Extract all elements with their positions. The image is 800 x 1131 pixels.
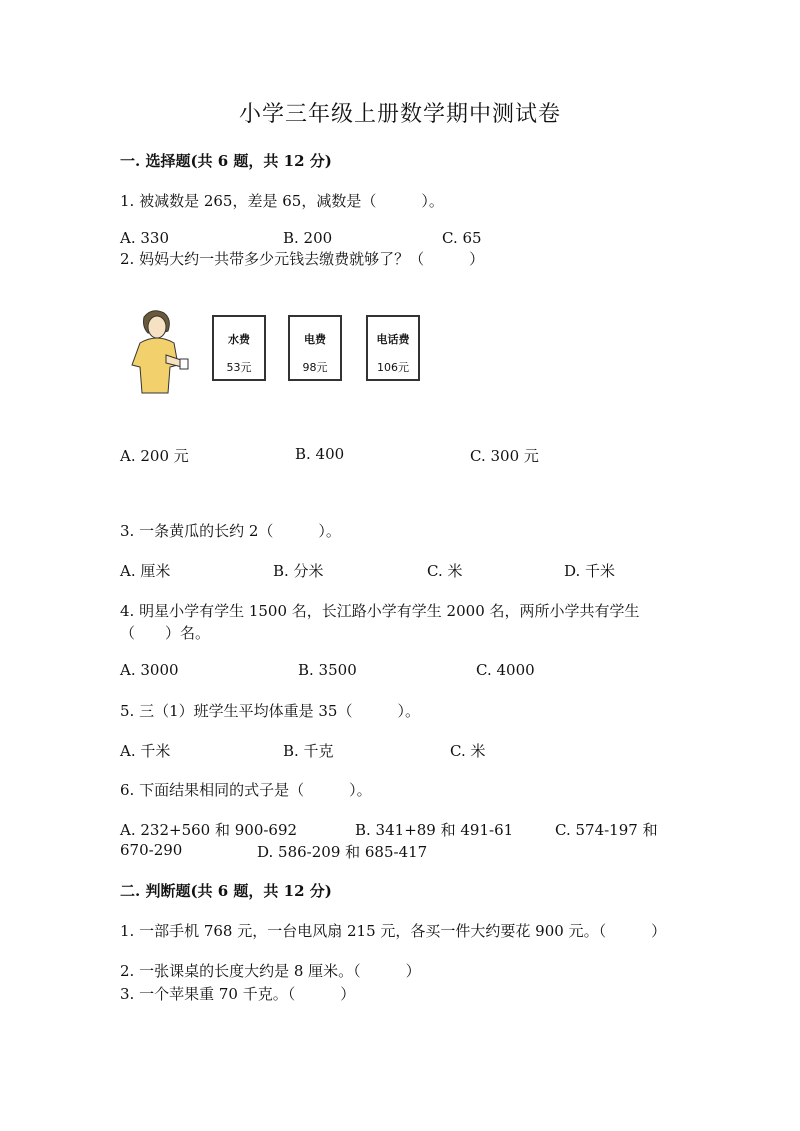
judge-question-1: 1. 一部手机 768 元，一台电风扇 215 元，各买一件大约要花 900 元。（ ） (120, 922, 667, 940)
option-c: C. 4000 (476, 661, 535, 679)
option-a: A. 千米 (120, 742, 171, 760)
question-4-cont: （ ）名。 (120, 624, 211, 642)
section-heading-judge: 二. 判断题(共 6 题，共 12 分) (120, 882, 332, 900)
option-a: A. 232+560 和 900-692 (120, 821, 298, 839)
option-a: A. 330 (120, 229, 169, 247)
option-d: D. 千米 (564, 562, 616, 580)
mother-illustration (122, 303, 190, 395)
judge-question-2: 2. 一张课桌的长度大约是 8 厘米。（ ） (120, 962, 421, 980)
option-b: B. 400 (295, 445, 345, 463)
question-2: 2. 妈妈大约一共带多少元钱去缴费就够了？（ ） (120, 250, 485, 268)
option-b: B. 200 (283, 229, 333, 247)
option-c-cont: 670-290 (120, 841, 183, 859)
bill-amount: 106元 (377, 361, 409, 374)
question-6: 6. 下面结果相同的式子是（ ）。 (120, 781, 372, 799)
option-a: A. 200 元 (120, 447, 189, 465)
question-4: 4. 明星小学有学生 1500 名，长江路小学有学生 2000 名，两所小学共有学生 (120, 602, 640, 620)
section-heading-choice: 一. 选择题(共 6 题，共 12 分) (120, 152, 332, 170)
option-c: C. 米 (450, 742, 486, 760)
option-b: B. 341+89 和 491-61 (355, 821, 514, 839)
option-b: B. 分米 (273, 562, 324, 580)
judge-question-3: 3. 一个苹果重 70 千克。（ ） (120, 985, 356, 1003)
bill-electricity (288, 315, 342, 381)
option-c: C. 300 元 (470, 447, 539, 465)
option-b: B. 3500 (298, 661, 357, 679)
bill-amount: 98元 (302, 361, 328, 374)
bill-name: 水费 (228, 333, 250, 346)
option-c: C. 65 (442, 229, 482, 247)
question-3: 3. 一条黄瓜的长约 2（ ）。 (120, 522, 341, 540)
option-c: C. 574-197 和 (555, 821, 658, 839)
bill-phone (366, 315, 420, 381)
option-c: C. 米 (427, 562, 463, 580)
option-a: A. 厘米 (120, 562, 171, 580)
bill-name: 电费 (304, 333, 326, 346)
bill-water (212, 315, 266, 381)
bill-name: 电话费 (376, 333, 410, 346)
option-d: D. 586-209 和 685-417 (257, 843, 428, 861)
option-b: B. 千克 (283, 742, 334, 760)
question-5: 5. 三（1）班学生平均体重是 35（ ）。 (120, 702, 420, 720)
option-a: A. 3000 (120, 661, 179, 679)
page-title: 小学三年级上册数学期中测试卷 (238, 102, 561, 127)
bill-amount: 53元 (226, 361, 252, 374)
question-1: 1. 被减数是 265，差是 65，减数是（ ）。 (120, 192, 444, 210)
